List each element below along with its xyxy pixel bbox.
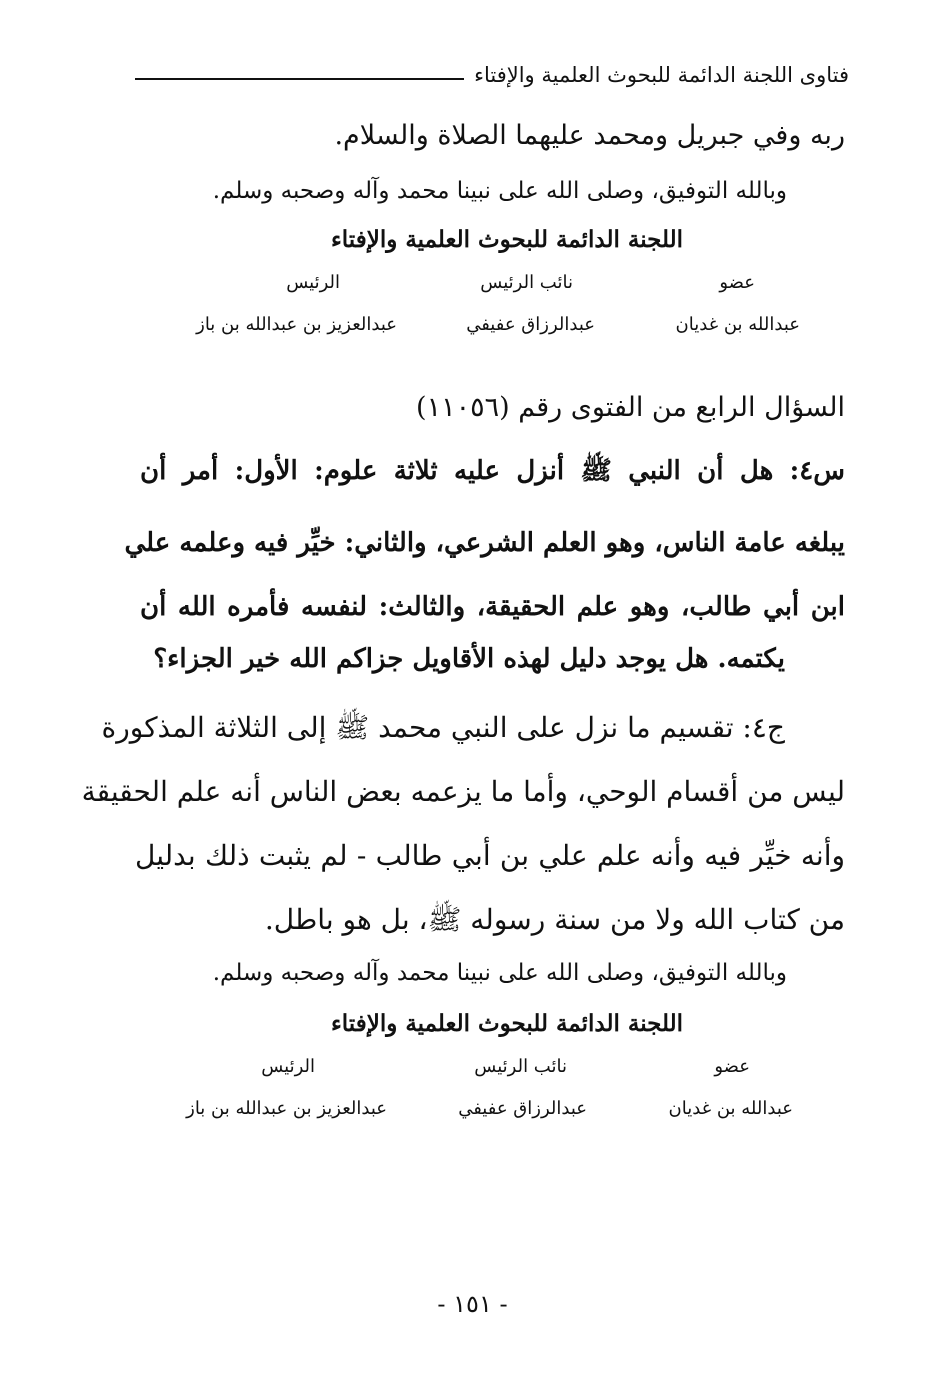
signature-role-vice-president: نائب الرئيس <box>480 272 573 293</box>
signature-name-member: عبدالله بن غديان <box>675 314 800 335</box>
committee-name: اللجنة الدائمة للبحوث العلمية والإفتاء <box>330 1010 683 1037</box>
page-number: - ١٥١ - <box>437 1290 508 1318</box>
answer-line: ليس من أقسام الوحي، وأما ما يزعمه بعض الناس أنه علم الحقيقة <box>81 775 845 808</box>
question-line: يبلغه عامة الناس، وهو العلم الشرعي، والثاني: خيِّر فيه وعلمه علي <box>124 528 845 558</box>
header-rule <box>135 78 464 80</box>
signature-name-vice-president: عبدالرزاق عفيفي <box>458 1098 587 1119</box>
signature-name-president: عبدالعزيز بن عبدالله بن باز <box>196 314 397 335</box>
committee-name: اللجنة الدائمة للبحوث العلمية والإفتاء <box>330 226 683 253</box>
signature-role-president: الرئيس <box>261 1056 315 1077</box>
continuation-line: ربه وفي جبريل ومحمد عليهما الصلاة والسلام. <box>334 120 845 151</box>
header-title: فتاوى اللجنة الدائمة للبحوث العلمية والإفتاء <box>474 63 849 87</box>
signature-role-member: عضو <box>714 1056 750 1077</box>
running-header <box>135 58 849 92</box>
question-line: يكتمه. هل يوجد دليل لهذه الأقاويل جزاكم الله خير الجزاء؟ <box>153 644 785 674</box>
answer-line: ج٤: تقسيم ما نزل على النبي محمد ﷺ إلى الثلاثة المذكورة <box>101 711 785 744</box>
signature-role-member: عضو <box>719 272 755 293</box>
signature-role-president: الرئيس <box>286 272 340 293</box>
signature-name-president: عبدالعزيز بن عبدالله بن باز <box>186 1098 387 1119</box>
question-line: ابن أبي طالب، وهو علم الحقيقة، والثالث: لنفسه فأمره الله أن <box>140 592 845 622</box>
closing-formula: وبالله التوفيق، وصلى الله على نبينا محمد وآله وصحبه وسلم. <box>212 960 787 986</box>
signature-role-vice-president: نائب الرئيس <box>474 1056 567 1077</box>
answer-line: وأنه خيِّر فيه وأنه علم علي بن أبي طالب - لم يثبت ذلك بدليل <box>135 839 845 872</box>
signature-name-vice-president: عبدالرزاق عفيفي <box>466 314 595 335</box>
closing-formula: وبالله التوفيق، وصلى الله على نبينا محمد وآله وصحبه وسلم. <box>212 178 787 204</box>
answer-line: من كتاب الله ولا من سنة رسوله ﷺ، بل هو باطل. <box>264 903 845 936</box>
question-line: س٤: هل أن النبي ﷺ أنزل عليه ثلاثة علوم: الأول: أمر أن <box>140 456 845 486</box>
section-heading: السؤال الرابع من الفتوى رقم (١١٠٥٦) <box>416 392 845 423</box>
signature-name-member: عبدالله بن غديان <box>668 1098 793 1119</box>
